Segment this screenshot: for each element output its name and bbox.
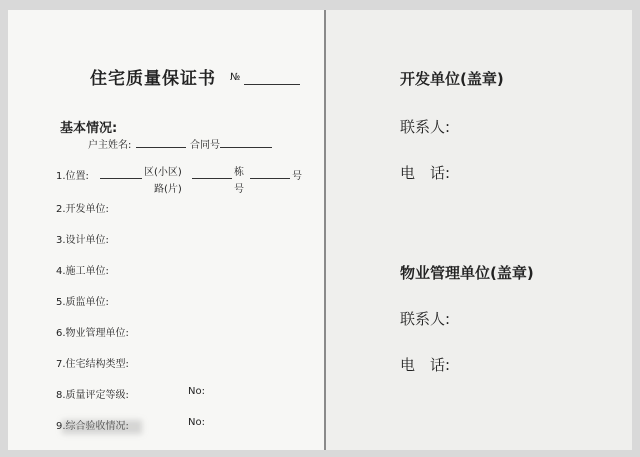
document-title: 住宅质量保证书: [90, 69, 216, 89]
right-page: [326, 10, 632, 450]
basic-info-heading: 基本情况:: [60, 121, 118, 136]
owner-label: 户主姓名:: [88, 140, 132, 151]
contact2-label: 联系人:: [400, 310, 451, 328]
phone2-label: 电 话:: [400, 356, 451, 374]
phone1-label: 电 话:: [400, 164, 451, 182]
property-seal-label: 物业管理单位(盖章): [400, 264, 534, 282]
contract-line: [220, 147, 272, 148]
road-label: 路(片): [154, 184, 182, 195]
number2-label: 号: [234, 184, 244, 195]
item-acceptance: 9.综合验收情况:: [56, 421, 129, 432]
contact1-label: 联系人:: [400, 118, 451, 136]
number-mark: №: [230, 72, 241, 83]
item-quality-grade: 8.质量评定等级:: [56, 390, 129, 401]
district-label: 区(小区): [144, 167, 182, 178]
number-label: 号: [292, 171, 302, 182]
item-designer: 3.设计单位:: [56, 235, 109, 246]
item8-no: No:: [188, 386, 205, 397]
item-property-management: 6.物业管理单位:: [56, 328, 129, 339]
location-line-1: [100, 178, 142, 179]
page-smudge: [62, 420, 142, 434]
contract-label: 合同号: [190, 140, 220, 151]
developer-seal-label: 开发单位(盖章): [400, 70, 504, 88]
location-line-2: [192, 178, 232, 179]
item9-no: No:: [188, 417, 205, 428]
building-label: 栋: [234, 167, 244, 178]
number-line: [244, 84, 300, 85]
item-developer: 2.开发单位:: [56, 204, 109, 215]
item-structure-type: 7.住宅结构类型:: [56, 359, 129, 370]
location-label: 1.位置:: [56, 171, 89, 182]
document-spread: [8, 10, 632, 450]
item-supervisor: 5.质监单位:: [56, 297, 109, 308]
left-page: [8, 10, 324, 450]
location-line-3: [250, 178, 290, 179]
item-constructor: 4.施工单位:: [56, 266, 109, 277]
owner-line: [136, 147, 186, 148]
